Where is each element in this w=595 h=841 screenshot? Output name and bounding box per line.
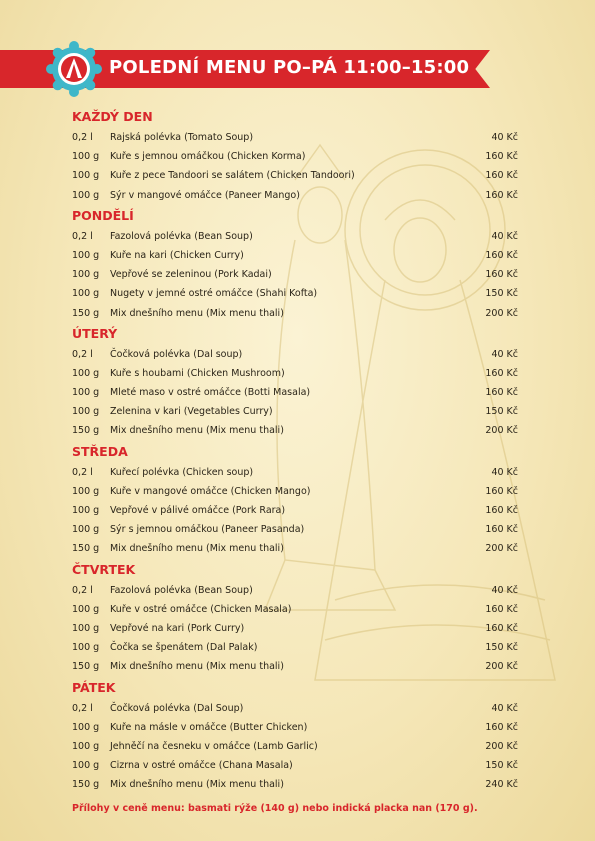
item-price: 40 Kč	[491, 702, 518, 714]
item-name: Jehněčí na česneku v omáčce (Lamb Garlic)	[110, 740, 318, 752]
item-name: Vepřové se zeleninou (Pork Kadai)	[110, 269, 272, 281]
item-name: Fazolová polévka (Bean Soup)	[110, 584, 253, 596]
item-quantity: 100 g	[72, 485, 100, 497]
item-name: Vepřové v pálivé omáčce (Pork Rara)	[110, 505, 286, 516]
item-quantity: 100 g	[72, 387, 100, 399]
item-quantity: 0,2 l	[72, 348, 93, 360]
menu-item-row	[72, 699, 518, 718]
item-price: 160 Kč	[485, 387, 518, 399]
menu-item-row	[72, 539, 518, 558]
item-name: Fazolová polévka (Bean Soup)	[110, 230, 253, 242]
item-price: 200 Kč	[485, 307, 518, 319]
item-name: Mix dnešního menu (Mix menu thali)	[110, 779, 284, 791]
item-quantity: 100 g	[72, 406, 100, 418]
item-quantity: 0,2 l	[72, 702, 93, 714]
item-quantity: 100 g	[72, 189, 100, 201]
section-title: ČTVRTEK	[72, 561, 136, 577]
item-quantity: 150 g	[72, 425, 100, 437]
menu-item-row	[72, 186, 518, 205]
menu-item-row	[72, 463, 518, 482]
menu-item-row	[72, 147, 518, 166]
item-quantity: 100 g	[72, 505, 100, 516]
item-quantity: 100 g	[72, 269, 100, 281]
item-quantity: 100 g	[72, 367, 100, 379]
item-price: 160 Kč	[485, 485, 518, 497]
restaurant-logo-icon	[46, 41, 102, 97]
item-price: 160 Kč	[485, 622, 518, 634]
item-quantity: 150 g	[72, 307, 100, 319]
item-quantity: 150 g	[72, 661, 100, 673]
item-price: 40 Kč	[491, 584, 518, 596]
menu-item-row	[72, 619, 518, 638]
item-name: Mix dnešního menu (Mix menu thali)	[110, 661, 284, 673]
item-quantity: 100 g	[72, 524, 100, 536]
item-price: 160 Kč	[485, 151, 518, 163]
item-name: Kuře s houbami (Chicken Mushroom)	[110, 367, 285, 379]
item-name: Cizrna v ostré omáčce (Chana Masala)	[110, 760, 293, 772]
menu-item-row	[72, 304, 518, 323]
menu-item-row	[72, 402, 518, 421]
item-name: Kuře s jemnou omáčkou (Chicken Korma)	[110, 151, 306, 163]
item-quantity: 100 g	[72, 760, 100, 772]
menu-item-row	[72, 756, 518, 775]
item-name: Kuře z pece Tandoori se salátem (Chicken Tandoori)	[110, 170, 355, 182]
menu-list	[72, 106, 518, 794]
section-title: PONDĚLÍ	[72, 207, 134, 223]
item-name: Zelenina v kari (Vegetables Curry)	[110, 406, 273, 418]
menu-item-row	[72, 600, 518, 619]
menu-item-row	[72, 657, 518, 676]
item-name: Mix dnešního menu (Mix menu thali)	[110, 307, 284, 319]
menu-item-row	[72, 265, 518, 284]
menu-item-row	[72, 246, 518, 265]
item-price: 160 Kč	[485, 721, 518, 733]
item-name: Sýr v mangové omáčce (Paneer Mango)	[110, 189, 300, 201]
section-title: PÁTEK	[72, 679, 116, 695]
item-price: 40 Kč	[491, 348, 518, 360]
item-name: Kuřecí polévka (Chicken soup)	[110, 466, 254, 478]
menu-item-row	[72, 581, 518, 600]
menu-item-row	[72, 638, 518, 657]
item-price: 160 Kč	[485, 367, 518, 379]
menu-item-row	[72, 383, 518, 402]
item-name: Nugety v jemné ostré omáčce (Shahi Kofta)	[110, 288, 318, 300]
item-name: Čočková polévka (Dal Soup)	[110, 702, 244, 714]
item-price: 200 Kč	[485, 740, 518, 752]
item-price: 150 Kč	[485, 760, 518, 772]
section-title: ÚTERÝ	[72, 325, 118, 341]
item-quantity: 100 g	[72, 603, 100, 615]
menu-item-row	[72, 166, 518, 185]
section-title: KAŽDÝ DEN	[72, 109, 153, 124]
item-price: 160 Kč	[485, 269, 518, 281]
menu-item-row	[72, 345, 518, 364]
item-name: Mix dnešního menu (Mix menu thali)	[110, 425, 284, 437]
item-name: Mix dnešního menu (Mix menu thali)	[110, 543, 284, 555]
item-name: Kuře v ostré omáčce (Chicken Masala)	[110, 603, 292, 615]
item-price: 160 Kč	[485, 524, 518, 536]
item-price: 40 Kč	[491, 132, 518, 143]
item-quantity: 100 g	[72, 740, 100, 752]
item-price: 240 Kč	[485, 779, 518, 791]
menu-item-row	[72, 227, 518, 246]
item-name: Mleté maso v ostré omáčce (Botti Masala)	[110, 387, 311, 399]
menu-item-row	[72, 364, 518, 383]
item-name: Kuře v mangové omáčce (Chicken Mango)	[110, 485, 311, 497]
item-name: Sýr s jemnou omáčkou (Paneer Pasanda)	[110, 524, 305, 536]
item-price: 160 Kč	[485, 189, 518, 201]
menu-item-row	[72, 501, 518, 520]
menu-item-row	[72, 128, 518, 147]
menu-item-row	[72, 482, 518, 501]
item-price: 150 Kč	[485, 406, 518, 418]
item-name: Čočka se špenátem (Dal Palak)	[110, 642, 258, 654]
item-quantity: 0,2 l	[72, 584, 93, 596]
item-price: 200 Kč	[485, 661, 518, 673]
side-dish-note: Přílohy v ceně menu: basmati rýže (140 g) nebo indická placka nan (170 g).	[72, 803, 478, 814]
item-price: 40 Kč	[491, 466, 518, 478]
item-price: 150 Kč	[485, 642, 518, 654]
item-quantity: 0,2 l	[72, 230, 93, 242]
page-title: POLEDNÍ MENU PO–PÁ 11:00–15:00	[109, 57, 470, 78]
menu-item-row	[72, 737, 518, 756]
menu-item-row	[72, 284, 518, 303]
menu-item-row	[72, 775, 518, 794]
item-quantity: 100 g	[72, 721, 100, 733]
item-price: 160 Kč	[485, 603, 518, 615]
item-quantity: 100 g	[72, 249, 100, 261]
item-quantity: 100 g	[72, 288, 100, 300]
item-quantity: 0,2 l	[72, 466, 93, 478]
item-quantity: 100 g	[72, 151, 100, 163]
item-price: 160 Kč	[485, 170, 518, 182]
item-quantity: 100 g	[72, 170, 100, 182]
menu-item-row	[72, 718, 518, 737]
menu-item-row	[72, 421, 518, 440]
item-quantity: 150 g	[72, 779, 100, 791]
section-title: STŘEDA	[72, 443, 128, 459]
item-name: Kuře na másle v omáčce (Butter Chicken)	[110, 721, 308, 733]
item-price: 200 Kč	[485, 543, 518, 555]
item-price: 160 Kč	[485, 249, 518, 261]
item-name: Čočková polévka (Dal soup)	[110, 348, 243, 360]
item-quantity: 100 g	[72, 622, 100, 634]
item-name: Kuře na kari (Chicken Curry)	[110, 249, 244, 261]
item-name: Vepřové na kari (Pork Curry)	[110, 622, 245, 634]
menu-item-row	[72, 520, 518, 539]
item-quantity: 150 g	[72, 543, 100, 555]
item-name: Rajská polévka (Tomato Soup)	[110, 132, 254, 143]
item-price: 40 Kč	[491, 230, 518, 242]
item-price: 160 Kč	[485, 505, 518, 516]
item-price: 200 Kč	[485, 425, 518, 437]
item-quantity: 0,2 l	[72, 132, 93, 143]
item-quantity: 100 g	[72, 642, 100, 654]
item-price: 150 Kč	[485, 288, 518, 300]
